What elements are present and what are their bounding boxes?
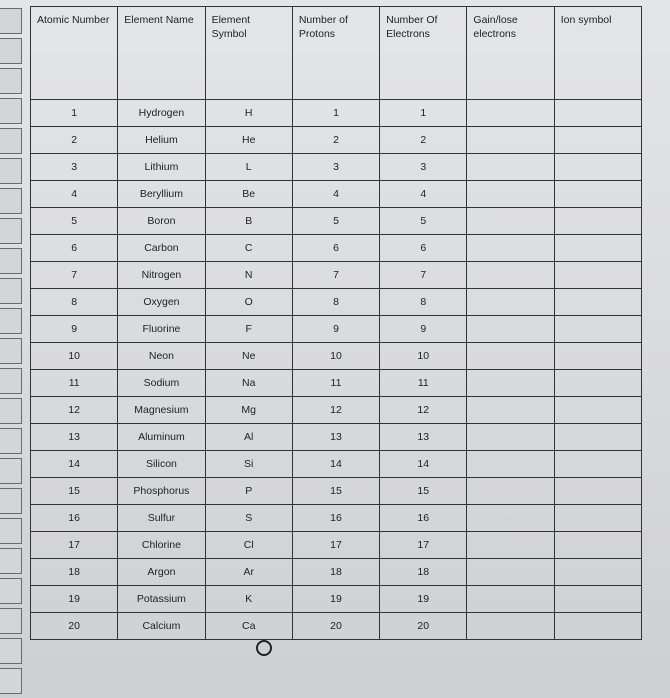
- cell-atomic-number: 19: [31, 586, 118, 613]
- cell-gain-lose: [467, 397, 554, 424]
- cell-electrons: 4: [380, 181, 467, 208]
- side-box: [0, 668, 22, 694]
- side-box: [0, 248, 22, 274]
- cell-ion-symbol: [554, 613, 641, 640]
- cell-protons: 17: [292, 532, 379, 559]
- element-table: [30, 6, 642, 640]
- table-row: [31, 343, 642, 370]
- cell-electrons: 15: [380, 478, 467, 505]
- cell-protons: 2: [292, 127, 379, 154]
- cell-gain-lose: [467, 262, 554, 289]
- cell-ion-symbol: [554, 559, 641, 586]
- table-row: [31, 127, 642, 154]
- cell-ion-symbol: [554, 478, 641, 505]
- cell-element-symbol: Na: [205, 370, 292, 397]
- side-box: [0, 368, 22, 394]
- cell-protons: 19: [292, 586, 379, 613]
- cell-electrons: 9: [380, 316, 467, 343]
- cell-element-symbol: H: [205, 100, 292, 127]
- side-box: [0, 458, 22, 484]
- cell-gain-lose: [467, 478, 554, 505]
- side-box: [0, 218, 22, 244]
- cell-element-name: Helium: [118, 127, 205, 154]
- table-row: [31, 370, 642, 397]
- cell-electrons: 13: [380, 424, 467, 451]
- cell-gain-lose: [467, 505, 554, 532]
- side-box: [0, 8, 22, 34]
- cell-ion-symbol: [554, 154, 641, 181]
- cell-electrons: 8: [380, 289, 467, 316]
- cell-gain-lose: [467, 370, 554, 397]
- cell-ion-symbol: [554, 289, 641, 316]
- cell-protons: 6: [292, 235, 379, 262]
- cell-electrons: 17: [380, 532, 467, 559]
- cell-electrons: 14: [380, 451, 467, 478]
- cell-electrons: 11: [380, 370, 467, 397]
- table-row: [31, 613, 642, 640]
- cell-element-name: Sulfur: [118, 505, 205, 532]
- cell-electrons: 19: [380, 586, 467, 613]
- cell-gain-lose: [467, 154, 554, 181]
- cell-element-name: Aluminum: [118, 424, 205, 451]
- cell-electrons: 18: [380, 559, 467, 586]
- cell-element-name: Calcium: [118, 613, 205, 640]
- cell-element-name: Sodium: [118, 370, 205, 397]
- cell-atomic-number: 16: [31, 505, 118, 532]
- side-box: [0, 398, 22, 424]
- circle-mark: [256, 640, 272, 656]
- table-row: [31, 505, 642, 532]
- cell-atomic-number: 20: [31, 613, 118, 640]
- cell-element-name: Fluorine: [118, 316, 205, 343]
- cell-element-name: Phosphorus: [118, 478, 205, 505]
- cell-protons: 15: [292, 478, 379, 505]
- cell-element-name: Beryllium: [118, 181, 205, 208]
- table-row: [31, 235, 642, 262]
- cell-gain-lose: [467, 181, 554, 208]
- side-box: [0, 188, 22, 214]
- cell-gain-lose: [467, 532, 554, 559]
- side-box: [0, 128, 22, 154]
- cell-atomic-number: 8: [31, 289, 118, 316]
- cell-ion-symbol: [554, 181, 641, 208]
- table-row: [31, 397, 642, 424]
- header-row: [31, 7, 642, 100]
- cell-atomic-number: 5: [31, 208, 118, 235]
- side-box: [0, 68, 22, 94]
- cell-electrons: 7: [380, 262, 467, 289]
- table-row: [31, 451, 642, 478]
- header-element-name: Element Name: [118, 7, 205, 100]
- cell-electrons: 3: [380, 154, 467, 181]
- side-box: [0, 428, 22, 454]
- cell-element-name: Boron: [118, 208, 205, 235]
- side-box: [0, 488, 22, 514]
- cell-element-symbol: P: [205, 478, 292, 505]
- cell-element-symbol: Ar: [205, 559, 292, 586]
- cell-atomic-number: 12: [31, 397, 118, 424]
- table-row: [31, 289, 642, 316]
- table-row: [31, 154, 642, 181]
- cell-element-symbol: N: [205, 262, 292, 289]
- cell-electrons: 5: [380, 208, 467, 235]
- cell-ion-symbol: [554, 505, 641, 532]
- cell-gain-lose: [467, 451, 554, 478]
- table-row: [31, 424, 642, 451]
- cell-ion-symbol: [554, 397, 641, 424]
- cell-gain-lose: [467, 613, 554, 640]
- side-box: [0, 278, 22, 304]
- cell-element-symbol: L: [205, 154, 292, 181]
- table-row: [31, 532, 642, 559]
- cell-ion-symbol: [554, 208, 641, 235]
- cell-atomic-number: 4: [31, 181, 118, 208]
- cell-gain-lose: [467, 586, 554, 613]
- cell-element-symbol: Be: [205, 181, 292, 208]
- cell-gain-lose: [467, 343, 554, 370]
- cell-atomic-number: 14: [31, 451, 118, 478]
- cell-element-name: Nitrogen: [118, 262, 205, 289]
- cell-element-symbol: Ne: [205, 343, 292, 370]
- cell-ion-symbol: [554, 343, 641, 370]
- side-box: [0, 548, 22, 574]
- cell-protons: 3: [292, 154, 379, 181]
- cell-atomic-number: 6: [31, 235, 118, 262]
- cell-element-name: Argon: [118, 559, 205, 586]
- cell-atomic-number: 2: [31, 127, 118, 154]
- cell-protons: 20: [292, 613, 379, 640]
- cell-atomic-number: 18: [31, 559, 118, 586]
- cell-protons: 14: [292, 451, 379, 478]
- cell-gain-lose: [467, 289, 554, 316]
- cell-element-symbol: He: [205, 127, 292, 154]
- cell-protons: 9: [292, 316, 379, 343]
- cell-element-name: Hydrogen: [118, 100, 205, 127]
- side-box: [0, 608, 22, 634]
- cell-gain-lose: [467, 100, 554, 127]
- cell-atomic-number: 11: [31, 370, 118, 397]
- side-box: [0, 578, 22, 604]
- side-box: [0, 308, 22, 334]
- table-row: [31, 208, 642, 235]
- cell-atomic-number: 13: [31, 424, 118, 451]
- cell-protons: 13: [292, 424, 379, 451]
- header-electrons: Number Of Electrons: [380, 7, 467, 100]
- header-element-symbol: Element Symbol: [205, 7, 292, 100]
- cell-gain-lose: [467, 208, 554, 235]
- table-row: [31, 181, 642, 208]
- cell-ion-symbol: [554, 451, 641, 478]
- cell-electrons: 12: [380, 397, 467, 424]
- cell-element-symbol: B: [205, 208, 292, 235]
- cell-gain-lose: [467, 235, 554, 262]
- cell-electrons: 6: [380, 235, 467, 262]
- side-box: [0, 518, 22, 544]
- cell-ion-symbol: [554, 424, 641, 451]
- cell-element-symbol: K: [205, 586, 292, 613]
- cell-ion-symbol: [554, 532, 641, 559]
- cell-ion-symbol: [554, 316, 641, 343]
- cell-atomic-number: 7: [31, 262, 118, 289]
- cell-ion-symbol: [554, 100, 641, 127]
- header-protons: Number of Protons: [292, 7, 379, 100]
- side-box: [0, 38, 22, 64]
- cell-atomic-number: 9: [31, 316, 118, 343]
- cell-element-symbol: Si: [205, 451, 292, 478]
- cell-atomic-number: 1: [31, 100, 118, 127]
- cell-electrons: 20: [380, 613, 467, 640]
- cell-element-symbol: S: [205, 505, 292, 532]
- cell-protons: 10: [292, 343, 379, 370]
- cell-protons: 7: [292, 262, 379, 289]
- table-row: [31, 586, 642, 613]
- table-row: [31, 316, 642, 343]
- cell-element-name: Silicon: [118, 451, 205, 478]
- table-row: [31, 100, 642, 127]
- cell-element-name: Magnesium: [118, 397, 205, 424]
- cell-gain-lose: [467, 424, 554, 451]
- cell-atomic-number: 3: [31, 154, 118, 181]
- table-row: [31, 262, 642, 289]
- cell-element-name: Lithium: [118, 154, 205, 181]
- table-row: [31, 478, 642, 505]
- cell-protons: 18: [292, 559, 379, 586]
- cell-protons: 1: [292, 100, 379, 127]
- cell-gain-lose: [467, 559, 554, 586]
- cell-electrons: 16: [380, 505, 467, 532]
- header-ion-symbol: Ion symbol: [554, 7, 641, 100]
- cell-protons: 16: [292, 505, 379, 532]
- cell-protons: 5: [292, 208, 379, 235]
- cell-element-symbol: F: [205, 316, 292, 343]
- cell-ion-symbol: [554, 370, 641, 397]
- cell-ion-symbol: [554, 586, 641, 613]
- cell-ion-symbol: [554, 127, 641, 154]
- cell-atomic-number: 10: [31, 343, 118, 370]
- header-gain-lose: Gain/lose electrons: [467, 7, 554, 100]
- cell-protons: 8: [292, 289, 379, 316]
- cell-protons: 12: [292, 397, 379, 424]
- cell-electrons: 1: [380, 100, 467, 127]
- cell-element-symbol: O: [205, 289, 292, 316]
- cell-element-name: Neon: [118, 343, 205, 370]
- cell-element-symbol: Mg: [205, 397, 292, 424]
- cell-element-name: Carbon: [118, 235, 205, 262]
- cell-element-name: Chlorine: [118, 532, 205, 559]
- cell-ion-symbol: [554, 262, 641, 289]
- cell-protons: 11: [292, 370, 379, 397]
- cell-element-symbol: C: [205, 235, 292, 262]
- cell-atomic-number: 15: [31, 478, 118, 505]
- cell-element-symbol: Cl: [205, 532, 292, 559]
- table-row: [31, 559, 642, 586]
- side-box: [0, 158, 22, 184]
- cell-gain-lose: [467, 127, 554, 154]
- cell-element-name: Oxygen: [118, 289, 205, 316]
- cell-atomic-number: 17: [31, 532, 118, 559]
- cell-element-name: Potassium: [118, 586, 205, 613]
- cell-element-symbol: Ca: [205, 613, 292, 640]
- cell-electrons: 2: [380, 127, 467, 154]
- header-atomic-number: Atomic Number: [31, 7, 118, 100]
- cell-gain-lose: [467, 316, 554, 343]
- cell-element-symbol: Al: [205, 424, 292, 451]
- cell-electrons: 10: [380, 343, 467, 370]
- side-box: [0, 338, 22, 364]
- side-box: [0, 638, 22, 664]
- cell-ion-symbol: [554, 235, 641, 262]
- cell-protons: 4: [292, 181, 379, 208]
- side-box: [0, 98, 22, 124]
- side-boxes: [0, 8, 22, 698]
